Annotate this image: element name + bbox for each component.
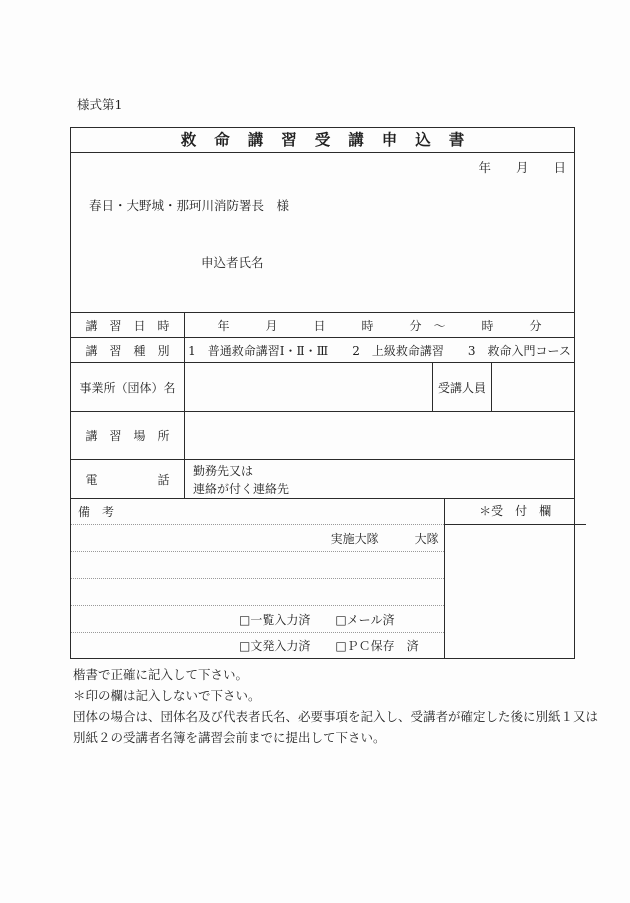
footer-instructions [73,664,599,748]
course-type-row [71,338,574,363]
form-title: 救命講習受講申込書 [71,128,574,153]
course-type-label: 講 習 種 別 [71,338,185,362]
phone-row [71,460,574,499]
phone-input-area [185,460,574,498]
remarks-section [71,499,574,658]
form-number-label: 様式第1 [77,97,123,112]
attendees-label: 受講人員 [432,363,492,411]
course-place-input-area [185,412,574,459]
instruction-line-1: 楷書で正確に記入して下さい。 [73,667,249,682]
addressee-line: 春日・大野城・那珂川消防署長 様 [89,198,290,213]
remarks-left-column [71,499,444,658]
phone-note-line1: 勤務先又は [193,464,254,478]
remarks-blank-row [71,552,444,579]
checkbox-item-mail-done: □メール済 [335,612,395,627]
instruction-line-3: 団体の場合は、団体名及び代表者氏名、必要事項を記入し、受講者が確定した後に別紙１又は [73,709,599,724]
reception-box-area [445,525,586,658]
checkbox-item-doc-entered: □文発入力済 [239,639,311,653]
course-datetime-label: 講 習 日 時 [71,313,185,337]
brigade-text: 実施大隊 大隊 [330,531,439,546]
organization-name-label: 事業所（団体）名 [71,363,185,411]
checkbox-item-pc-saved: □ＰＣ保存 済 [335,639,419,653]
attendees-input-area [492,363,574,411]
date-line: 年 月 日 [478,160,566,175]
organization-row [71,363,574,412]
course-datetime-value: 年 月 日 時 分 ～ 時 分 [217,318,542,333]
course-type-options: 1 普通救命講習Ⅰ・Ⅱ・Ⅲ 2 上級救命講習 3 救命入門コース [188,343,571,358]
checkbox-item-list-entered: □一覧入力済 [239,612,311,627]
applicant-name-label: 申込者氏名 [201,255,264,270]
phone-note-line2: 連絡が付く連絡先 [193,482,290,496]
phone-label: 電 話 [71,460,185,498]
form-header-section [71,153,574,313]
brigade-row [71,525,444,552]
reception-box-label: ＊受 付 欄 [445,499,586,525]
organization-name-input-area [185,363,432,411]
course-place-row [71,412,574,460]
remarks-blank-row [71,579,444,606]
remarks-label: 備 考 [71,499,444,525]
course-datetime-row [71,313,574,338]
reception-column [444,499,586,658]
instruction-line-4: 別紙２の受講者名簿を講習会前までに提出して下さい。 [73,730,386,745]
checkbox-row-2 [71,633,444,658]
application-form-table [70,127,575,659]
instruction-line-2: ＊印の欄は記入しないで下さい。 [73,688,261,703]
course-place-label: 講 習 場 所 [71,412,185,459]
checkbox-row-1 [71,606,444,633]
